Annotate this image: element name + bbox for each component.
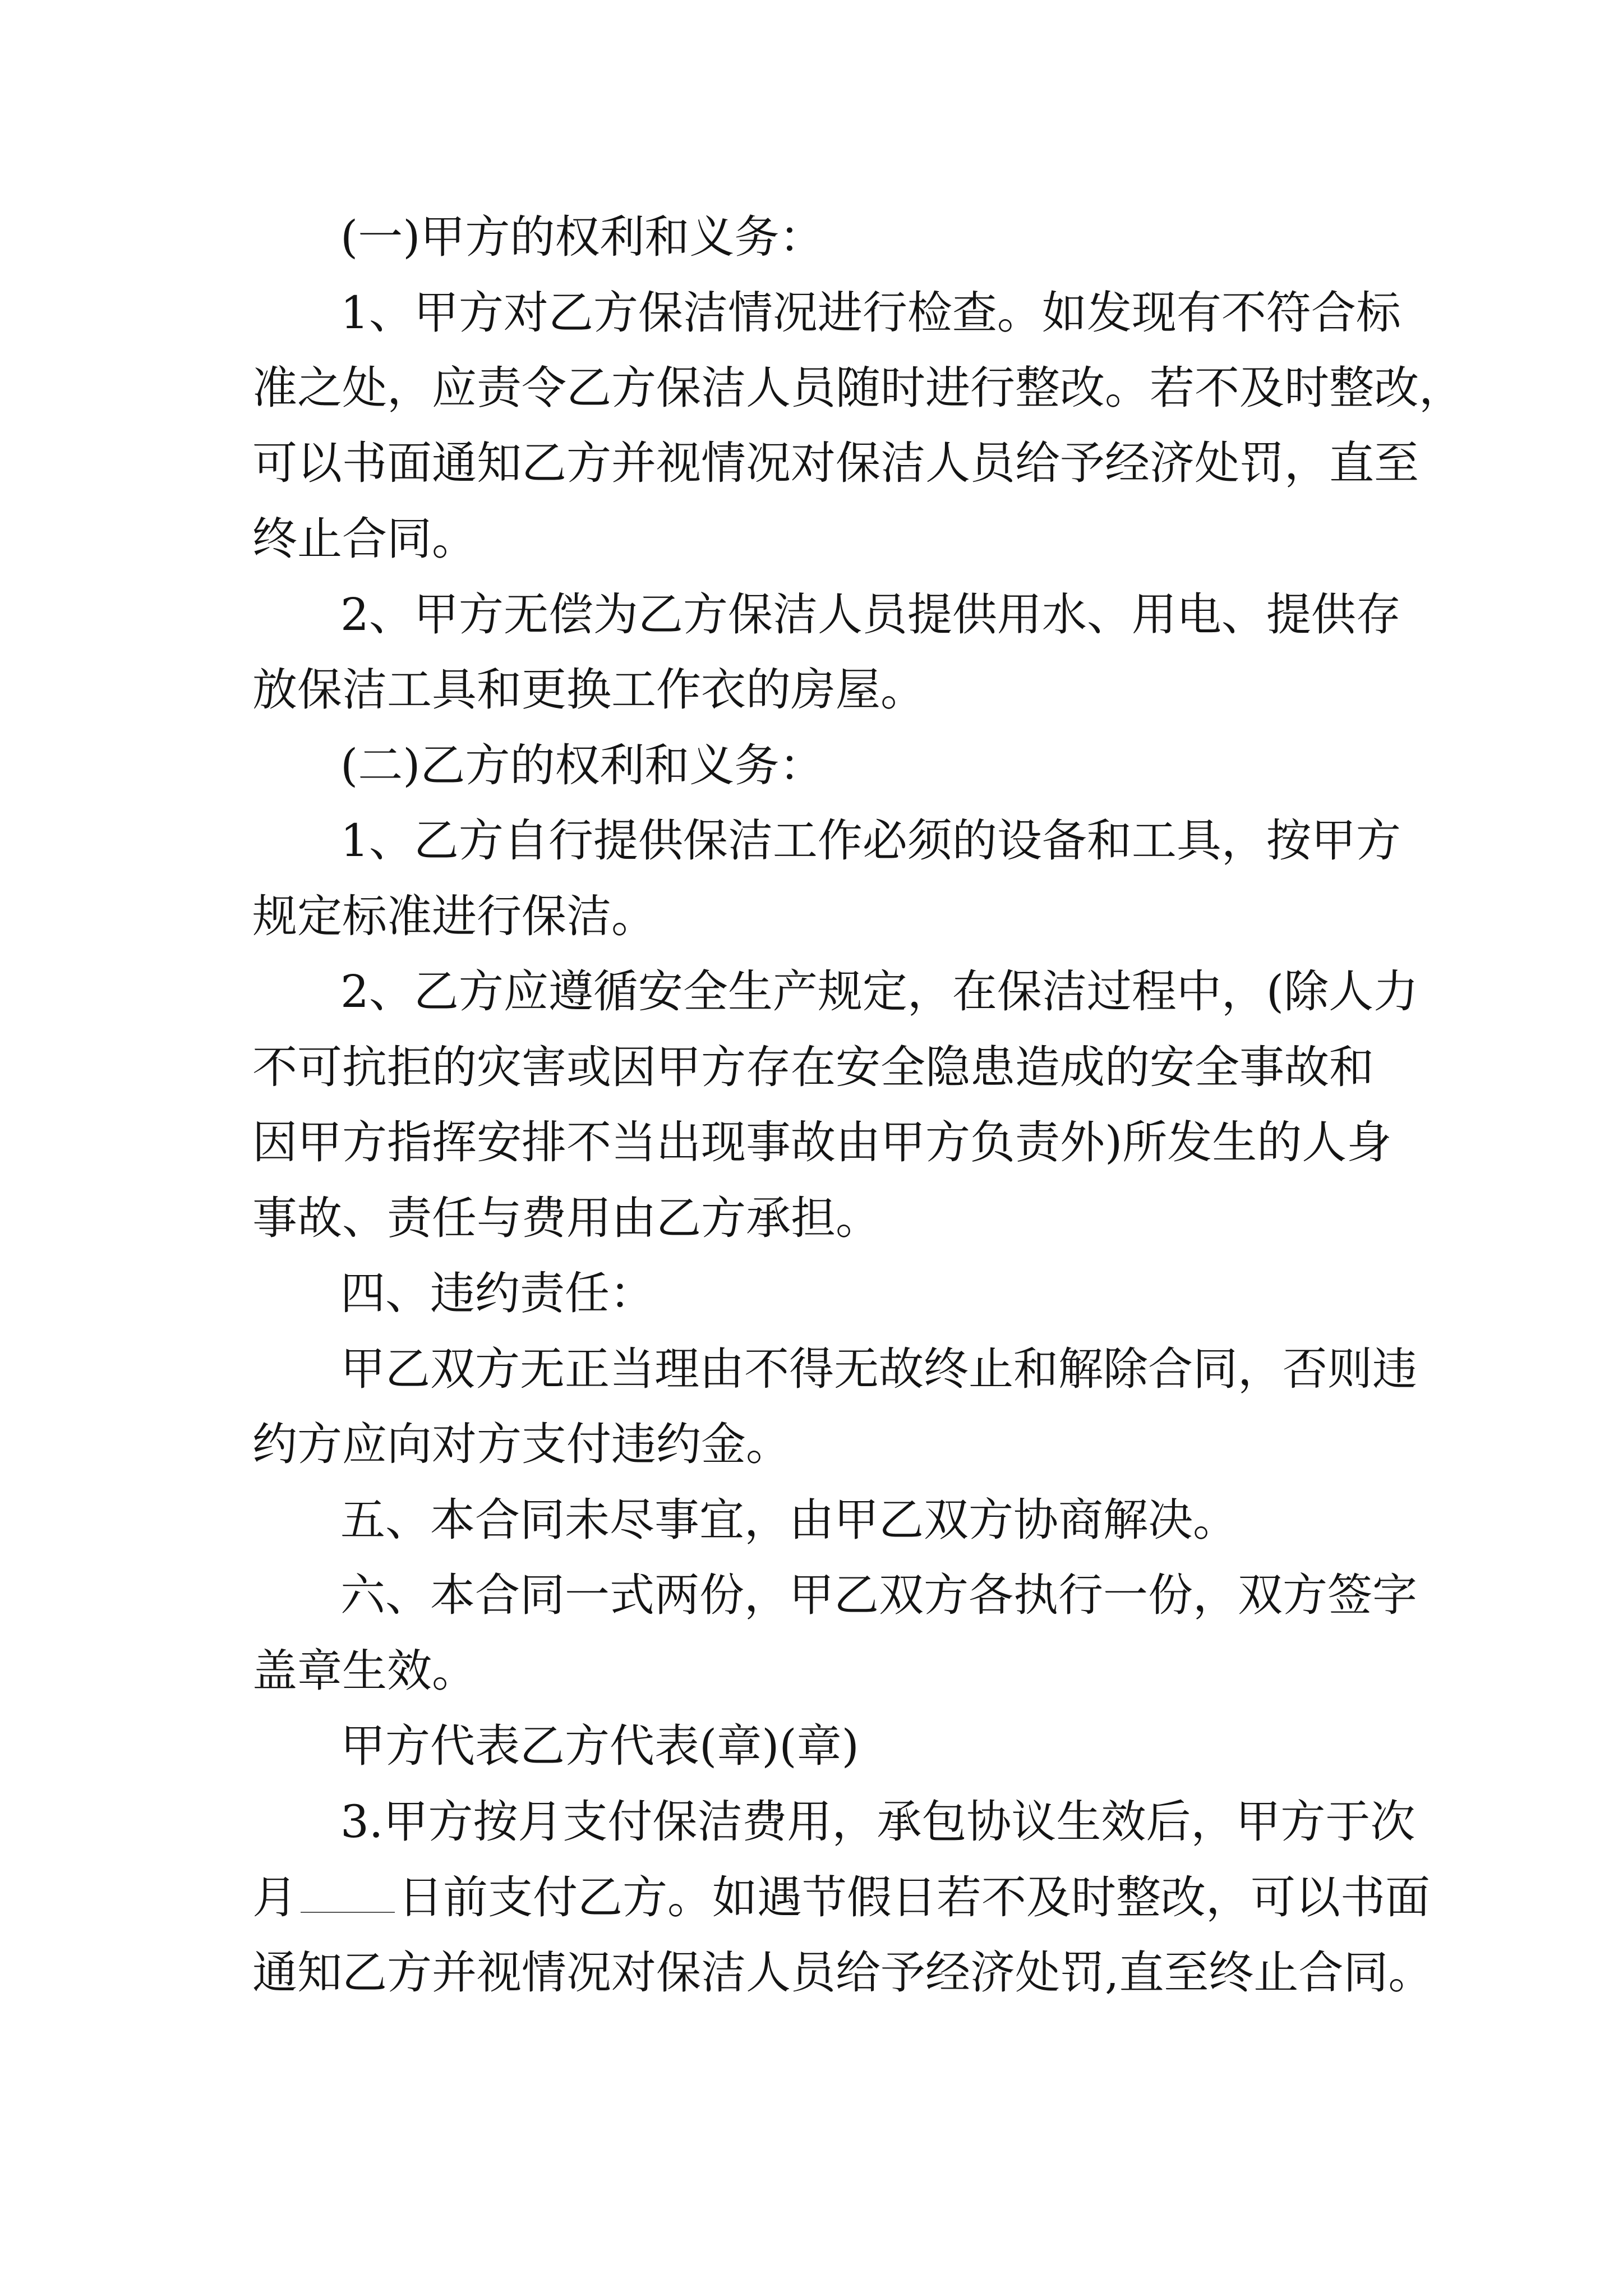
paragraph-line: 放保洁工具和更换工作衣的房屋。 bbox=[252, 664, 925, 716]
paragraph-line: 通知乙方并视情况对保洁人员给予经济处罚,直至终止合同。 bbox=[252, 1947, 1433, 1999]
paragraph-line: 五、本合同未尽事宜，由甲乙双方协商解决。 bbox=[340, 1494, 1238, 1546]
payment-day-blank bbox=[301, 1875, 395, 1913]
payment-date-line bbox=[252, 1871, 1430, 1924]
paragraph-line: 3.甲方按月支付保洁费用，承包协议生效后，甲方于次 bbox=[340, 1796, 1415, 1848]
paragraph-line: 规定标准进行保洁。 bbox=[252, 890, 656, 942]
paragraph-line: 可以书面通知乙方并视情况对保洁人员给予经济处罚，直至 bbox=[252, 437, 1419, 489]
paragraph-line: 甲乙双方无正当理由不得无故终止和解除合同，否则违 bbox=[340, 1343, 1417, 1395]
paragraph-line: 2、甲方无偿为乙方保洁人员提供用水、用电、提供存 bbox=[340, 588, 1401, 641]
payment-line-suffix: 日前支付乙方。如遇节假日若不及时整改，可以书面 bbox=[398, 1871, 1430, 1924]
paragraph-line: 因甲方指挥安排不当出现事故由甲方负责外)所发生的人身 bbox=[252, 1116, 1392, 1168]
paragraph-line: 盖章生效。 bbox=[252, 1645, 477, 1697]
paragraph-line: 约方应向对方支付违约金。 bbox=[252, 1418, 791, 1470]
section-heading-breach: 四、违约责任： bbox=[340, 1267, 654, 1319]
paragraph-line: 准之处，应责令乙方保洁人员随时进行整改。若不及时整改， bbox=[252, 362, 1464, 414]
paragraph-line: 六、本合同一式两份，甲乙双方各执行一份，双方签字 bbox=[340, 1569, 1417, 1621]
section-heading-party-a: (一)甲方的权利和义务： bbox=[340, 211, 824, 263]
paragraph-line: 事故、责任与费用由乙方承担。 bbox=[252, 1192, 880, 1244]
paragraph-line: 2、乙方应遵循安全生产规定，在保洁过程中，(除人力 bbox=[340, 965, 1419, 1018]
paragraph-line: 不可抗拒的灾害或因甲方存在安全隐患造成的安全事故和 bbox=[252, 1041, 1374, 1093]
signature-line: 甲方代表乙方代表(章)(章) bbox=[340, 1720, 859, 1772]
paragraph-line: 1、甲方对乙方保洁情况进行检查。如发现有不符合标 bbox=[340, 287, 1401, 339]
payment-line-prefix: 月 bbox=[252, 1871, 297, 1924]
section-heading-party-b: (二)乙方的权利和义务： bbox=[340, 739, 824, 792]
paragraph-line: 终止合同。 bbox=[252, 513, 477, 565]
paragraph-line: 1、乙方自行提供保洁工作必须的设备和工具，按甲方 bbox=[340, 815, 1401, 867]
